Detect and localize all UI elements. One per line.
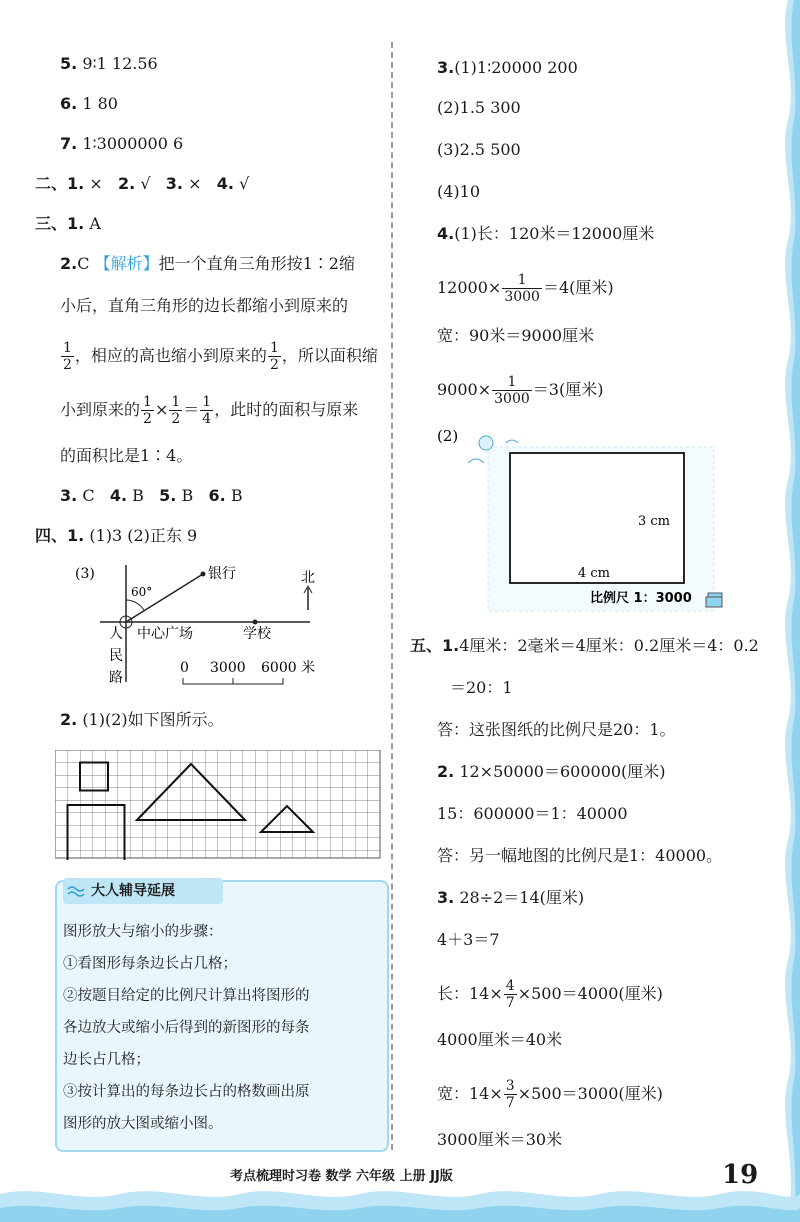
bank-label: 银行 [208,566,236,582]
calc-text: 宽：14× [437,1084,503,1103]
sun-icon [479,436,493,450]
length-calc [437,978,663,1011]
analysis-text: 小到原来的 [60,400,141,419]
tip-line: 图形的放大图或缩小图。 [63,1116,223,1132]
tip-title: 大人辅导延展 [63,878,223,904]
q-num: 4. [109,486,128,505]
answer-text: 12×50000＝600000(厘米) [459,762,666,781]
bank-point [201,572,206,577]
road-label: 路 [109,670,123,686]
answer-text: 宽：90米＝9000厘米 [437,326,595,345]
width-calc [437,1078,663,1111]
q-num: 1. [442,636,460,655]
q-num: 7. [60,134,78,153]
fraction [169,394,182,427]
north-label: 北 [301,570,315,586]
answer-text: C [82,486,95,505]
analysis-text: ，相应的高也缩小到原来的 [74,346,267,365]
frac-den: 3000 [504,289,540,305]
analysis-line4 [60,394,358,427]
q-num: 5. [60,54,78,73]
frac-num: 1 [202,394,212,410]
answer-4-2 [60,710,224,730]
answer-text: (3)2.5 500 [437,140,521,159]
calc-line-2 [437,374,603,407]
answer-text: (1)(2)如下图所示。 [82,710,224,729]
calc-text: 9000× [437,380,492,399]
q-num: 6. [60,94,78,113]
footer-title: 考点梳理时习卷 数学 六年级 上册 JJ版 [230,1169,453,1184]
answer-text: (1)3 (2)正东 9 [89,526,198,545]
section-2-answers [35,174,249,194]
calc-text: 12000× [437,278,502,297]
analysis-tag: 【解析】 [94,254,159,273]
analysis-text: 把一个直角三角形按1∶2缩 [158,254,355,273]
tip-line: 边长占几格； [63,1052,150,1068]
frac-den: 2 [171,411,181,427]
books-icon [706,593,722,607]
wavy-right-border [760,0,800,1222]
equals-sign: ＝ [183,400,200,419]
answer-text: 4＋3＝7 [437,930,500,949]
tip-line: ①看图形每条边长占几格； [63,956,237,972]
height-label: 3 cm [638,514,671,529]
section-4-answer-1 [35,526,197,546]
section-label: 四、 [35,526,68,545]
angle-arc [126,600,144,610]
q-num: 3. [165,174,183,193]
q-num: 4. [216,174,234,193]
answer-7 [60,134,183,154]
answer-text: (1)长：120米＝12000厘米 [454,224,655,243]
frac-num: 1 [143,394,152,410]
frac-num: 4 [505,978,515,994]
frac-num: 1 [269,340,279,356]
tip-line: 各边放大或缩小后得到的新图形的每条 [63,1020,310,1036]
scale-tick-label: 3000 [210,660,246,676]
q-num: 2. [60,710,78,729]
answer-text: (1)1∶20000 200 [454,58,578,77]
tutor-tip-box [55,880,389,1152]
calc-text: ×500＝3000(厘米) [517,1084,663,1103]
tip-line: ②按题目给定的比例尺计算出将图形的 [63,988,310,1004]
answer-text: 答：这张图纸的比例尺是20：1。 [437,720,676,739]
fraction [268,340,281,373]
tip-line: 图形放大与缩小的步骤： [63,924,223,940]
frac-num: 1 [502,272,542,289]
section-3-answer-1 [35,214,101,234]
answer-text: ＝20：1 [450,678,513,697]
answer-text: 28÷2＝14(厘米) [459,888,585,907]
cloud-icon [468,459,484,463]
q-num: 2. [60,254,78,273]
scale-tick-label: 0 [180,660,189,676]
answer-text: 3000厘米＝30米 [437,1130,563,1149]
answer-text: (4)10 [437,182,481,201]
q-num: 5. [159,486,177,505]
frac-den: 4 [202,411,212,427]
answer-text: A [89,214,101,233]
scale-label: 比例尺 1：3000 [590,591,692,606]
part-label: (2) [437,427,459,445]
frac-den: 2 [143,411,152,427]
frac-den: 7 [505,995,515,1011]
calc-text: 长：14× [437,984,503,1003]
q-num: 2. [118,174,136,193]
width-label: 4 cm [578,566,611,581]
answer-5-2 [437,762,666,782]
fraction [61,340,74,373]
page-number: 19 [722,1160,759,1190]
analysis-text: 小后，直角三角形的边长都缩小到原来的 [60,296,349,315]
answer-text: B [132,486,144,505]
frac-den: 7 [505,1095,515,1111]
fraction [200,394,213,427]
rectangle-drawing [432,425,732,615]
school-point [253,620,258,625]
cloud-icon [506,440,518,443]
answer-4 [437,224,654,244]
q-num: 1. [67,174,85,193]
grid-figure [55,750,385,860]
calc-text: ＝4(厘米) [542,278,614,297]
calc-text: ×500＝4000(厘米) [517,984,663,1003]
q-num: 3. [437,58,455,77]
fraction [504,1078,517,1111]
answer-text: √ [239,174,250,193]
road-label: 人 [109,626,123,642]
q-num: 6. [208,486,226,505]
calc-text: ＝3(厘米) [532,380,604,399]
frac-num: 3 [505,1078,515,1094]
scale-bar [183,678,283,684]
frac-num: 1 [63,340,72,356]
map-part-label: (3) [75,566,95,582]
frac-den: 3000 [494,391,530,407]
answer-6 [60,94,118,114]
column-divider [391,42,393,1150]
answer-text: × [89,174,103,193]
fraction [502,272,542,305]
analysis-line3 [60,340,378,373]
q-num: 3. [437,888,455,907]
direction-map [75,560,375,695]
analysis-text: 的面积比是1∶4。 [60,446,193,465]
section-label: 三、 [35,214,68,233]
wave-icon [67,884,87,898]
q-num: 3. [60,486,78,505]
answer-text: 15：600000＝1：40000 [437,804,628,823]
answer-text: (2)1.5 300 [437,98,521,117]
school-label: 学校 [243,626,271,642]
answer-text: × [188,174,202,193]
answer-text: 4厘米：2毫米＝4厘米：0.2厘米＝4：0.2 [459,636,759,655]
frac-num: 1 [492,374,532,391]
answer-text: 9∶1 12.56 [82,54,158,73]
answer-text: C [77,254,90,273]
section-5-answer-1 [410,636,759,656]
fraction [492,374,532,407]
answer-text: 4000厘米＝40米 [437,1030,563,1049]
section-label: 二、 [35,174,68,193]
section-label: 五、 [410,636,443,655]
answer-text: 答：另一幅地图的比例尺是1：40000。 [437,846,723,865]
answer-text: B [181,486,194,505]
fraction [504,978,517,1011]
scale-tick-label: 6000 米 [261,660,316,676]
q-num: 2. [437,762,455,781]
angle-label: 60° [131,585,153,599]
road-label: 民 [109,648,123,664]
answer-text: √ [140,174,151,193]
tip-line: ③按计算出的每条边长占的格数画出原 [63,1084,310,1100]
answer-text: B [230,486,243,505]
analysis-text: ，所以面积缩 [281,346,378,365]
frac-den: 2 [63,357,72,373]
fraction [141,394,154,427]
analysis-text: ，此时的面积与原来 [214,400,359,419]
answer-5 [60,54,158,74]
answers-3-6 [60,486,243,506]
answer-3-2-line1 [60,254,355,274]
q-num: 1. [67,526,85,545]
times-sign: × [154,400,169,419]
q-num: 4. [437,224,455,243]
answer-5-3 [437,888,584,908]
answer-3 [437,58,578,78]
q-num: 1. [67,214,85,233]
answer-text: 1 80 [82,94,118,113]
answer-text: 1∶3000000 6 [82,134,184,153]
frac-num: 1 [171,394,181,410]
plaza-label: 中心广场 [137,626,193,642]
calc-line-1 [437,272,614,305]
frac-den: 2 [269,357,279,373]
